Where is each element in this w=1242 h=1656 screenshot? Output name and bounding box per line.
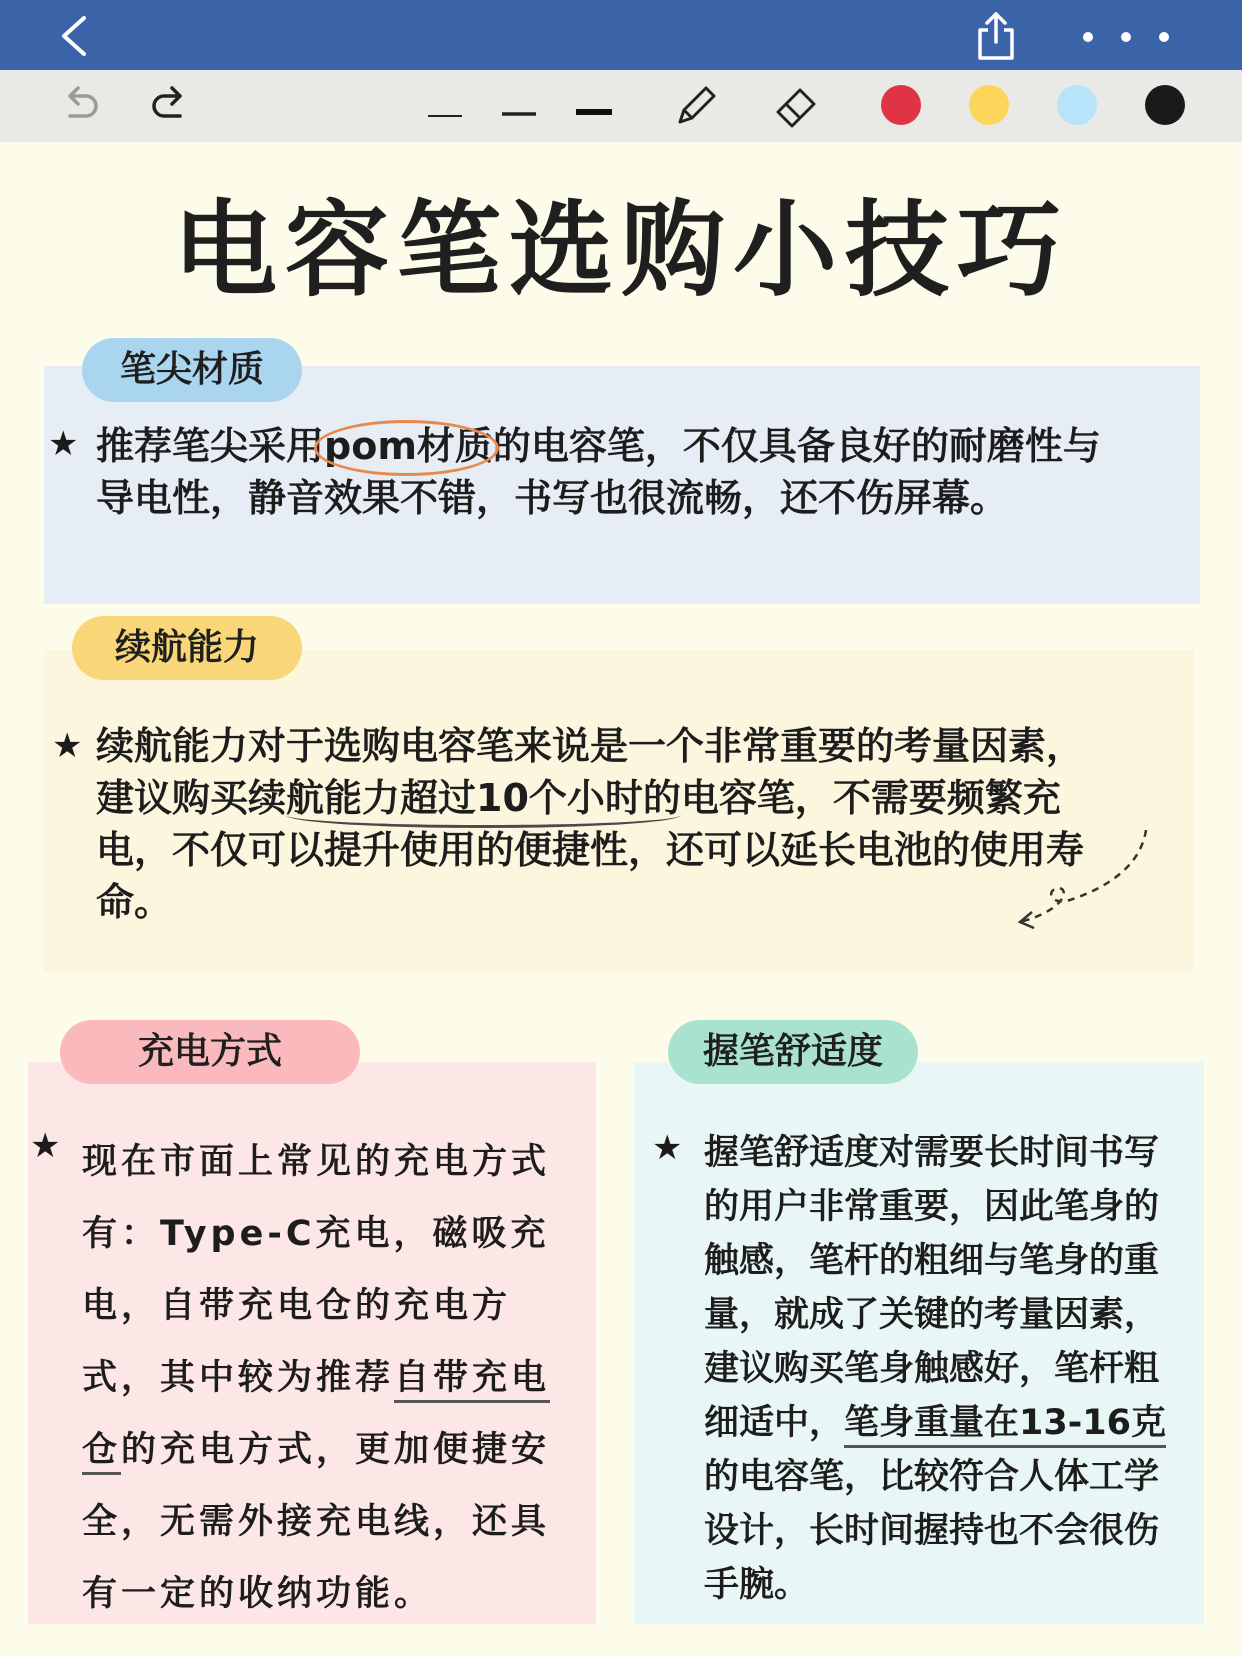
underlined-highlight: 自带充电仓	[82, 1358, 550, 1475]
section-text-battery: 续航能力对于选购电容笔来说是一个非常重要的考量因素，建议购买续航能力超过10个小时的电容笔，不需要频繁充电，不仅可以提升使用的便捷性，还可以延长电池的使用寿命。	[96, 724, 1085, 924]
color-black-swatch[interactable]	[1144, 84, 1186, 130]
color-red-swatch[interactable]	[880, 84, 922, 130]
share-icon[interactable]	[972, 10, 1020, 66]
underlined-highlight: 笔身重量在13-16克	[844, 1403, 1166, 1448]
section-tag-charging: 充电方式	[60, 1020, 360, 1084]
section-tag-material: 笔尖材质	[82, 338, 302, 402]
eraser-icon[interactable]	[772, 80, 822, 134]
circled-highlight: pom材质	[324, 424, 493, 468]
star-icon: ★	[652, 1128, 683, 1168]
redo-icon[interactable]	[148, 86, 192, 130]
section-text-grip: 握笔舒适度对需要长时间书写的用户非常重要，因此笔身的触感，笔杆的粗细与笔身的重量，就成了关键的考量因素，建议购买笔身触感好，笔杆粗细适中，笔身重量在13-16克的电容笔，比较符合人体工学设计，长时间握持也不会很伤手腕。	[704, 1133, 1166, 1605]
medium-stroke-option[interactable]	[502, 103, 536, 122]
pencil-icon[interactable]	[672, 82, 720, 134]
top-app-bar	[0, 0, 1242, 70]
color-lightblue-swatch[interactable]	[1056, 84, 1098, 130]
drawing-toolbar	[0, 70, 1242, 142]
star-icon: ★	[30, 1126, 61, 1166]
star-icon: ★	[52, 726, 83, 766]
section-text-charging: 现在市面上常见的充电方式有：Type-C充电，磁吸充电，自带充电仓的充电方式，其中较为推荐自带充电仓的充电方式，更加便捷安全，无需外接充电线，还具有一定的收纳功能。	[82, 1142, 551, 1614]
thick-stroke-option[interactable]	[576, 102, 612, 121]
section-tag-battery: 续航能力	[72, 616, 302, 680]
page-title: 电容笔选购小技巧	[172, 189, 1069, 311]
color-yellow-swatch[interactable]	[968, 84, 1010, 130]
undo-icon[interactable]	[58, 86, 102, 130]
dashed-arrow-doodle	[1010, 830, 1160, 944]
section-text-material: 推荐笔尖采用pom材质的电容笔，不仅具备良好的耐磨性与导电性，静音效果不错，书写也很流畅，还不伤屏幕。	[96, 424, 1101, 520]
section-tag-grip: 握笔舒适度	[668, 1020, 918, 1084]
thin-stroke-option[interactable]	[428, 104, 462, 123]
wavy-underline-highlight: 航能力超过10个小时的	[286, 776, 681, 820]
more-dots-icon[interactable]	[1076, 22, 1172, 56]
back-chevron-icon[interactable]	[56, 14, 92, 62]
star-icon: ★	[48, 424, 79, 464]
